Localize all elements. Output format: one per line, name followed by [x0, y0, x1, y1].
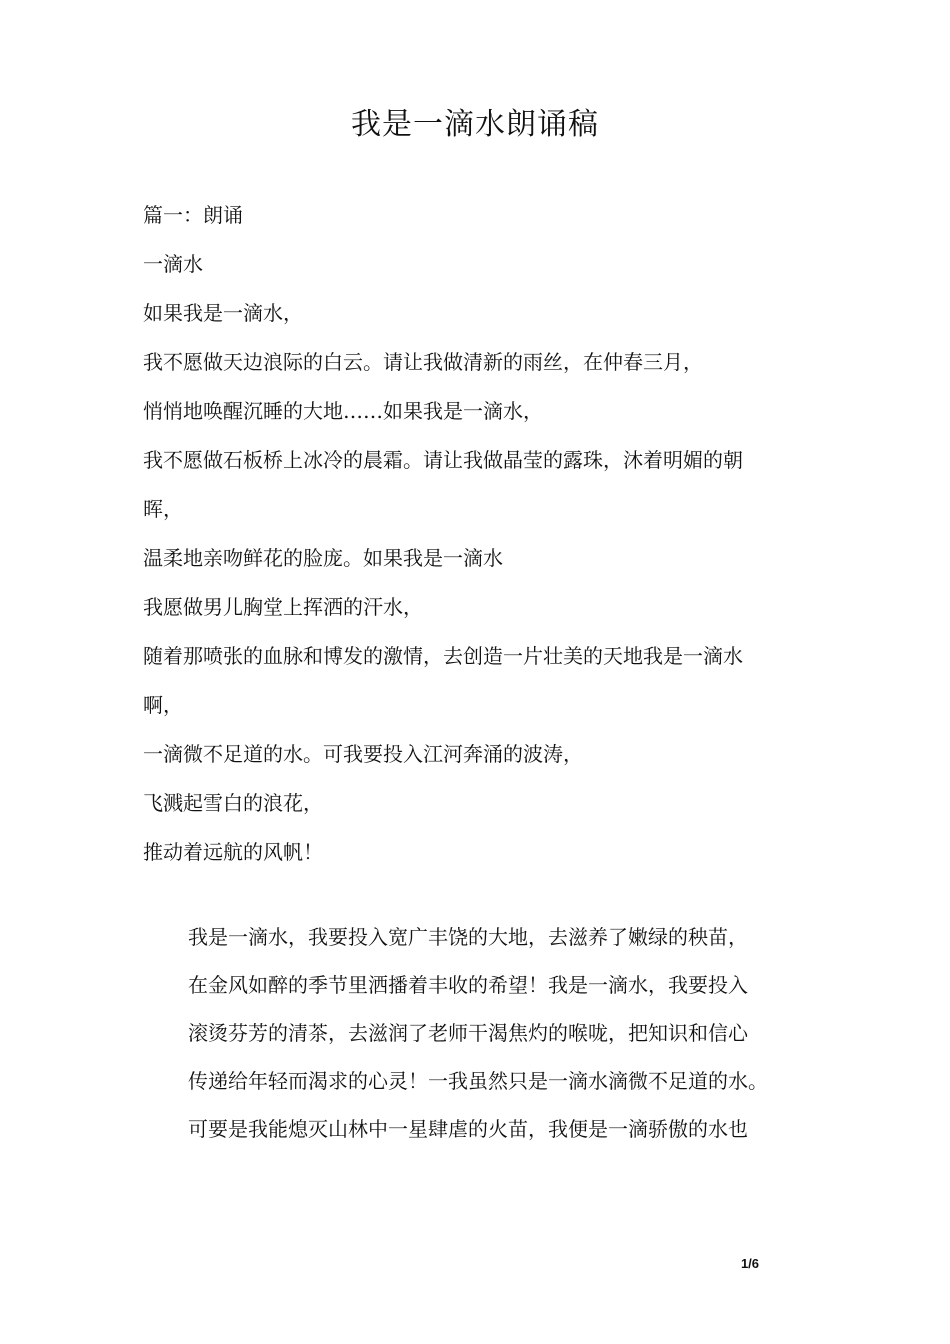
- text-line: 悄悄地唤醒沉睡的大地……如果我是一滴水，: [143, 399, 543, 423]
- text-line: 我不愿做石板桥上冰冷的晨霜。请让我做晶莹的露珠，沐着明媚的朝: [143, 448, 743, 472]
- text-line: 温柔地亲吻鲜花的脸庞。如果我是一滴水: [143, 546, 503, 570]
- paragraph-line: 可要是我能熄灭山林中一星肆虐的火苗，我便是一滴骄傲的水也: [188, 1117, 748, 1141]
- text-line: 我愿做男儿胸堂上挥洒的汗水，: [143, 595, 423, 619]
- text-line: 随着那喷张的血脉和博发的激情，去创造一片壮美的天地我是一滴水: [143, 644, 743, 668]
- text-line: 一滴水: [143, 252, 203, 276]
- paragraph-line: 在金风如醉的季节里洒播着丰收的希望！我是一滴水，我要投入: [188, 973, 748, 997]
- text-line: 飞溅起雪白的浪花，: [143, 791, 323, 815]
- text-line: 推动着远航的风帆！: [143, 840, 323, 864]
- text-line: 如果我是一滴水，: [143, 301, 303, 325]
- poem-lines: [143, 203, 833, 889]
- document-title: 我是一滴水朗诵稿: [351, 107, 599, 142]
- paragraph-line: 滚烫芬芳的清茶，去滋润了老师干渴焦灼的喉咙，把知识和信心: [188, 1021, 748, 1045]
- text-line: 篇一：朗诵: [143, 203, 243, 227]
- indented-paragraph: [188, 925, 838, 1165]
- text-line: 啊，: [143, 693, 183, 717]
- text-line: 晖，: [143, 497, 183, 521]
- text-line: 我不愿做天边浪际的白云。请让我做清新的雨丝，在仲春三月，: [143, 350, 703, 374]
- paragraph-line: 传递给年轻而渴求的心灵！一我虽然只是一滴水滴微不足道的水。: [188, 1069, 768, 1093]
- page-number: 1/6: [740, 1256, 760, 1271]
- paragraph-line: 我是一滴水，我要投入宽广丰饶的大地，去滋养了嫩绿的秧苗，: [188, 925, 748, 949]
- text-line: 一滴微不足道的水。可我要投入江河奔涌的波涛，: [143, 742, 583, 766]
